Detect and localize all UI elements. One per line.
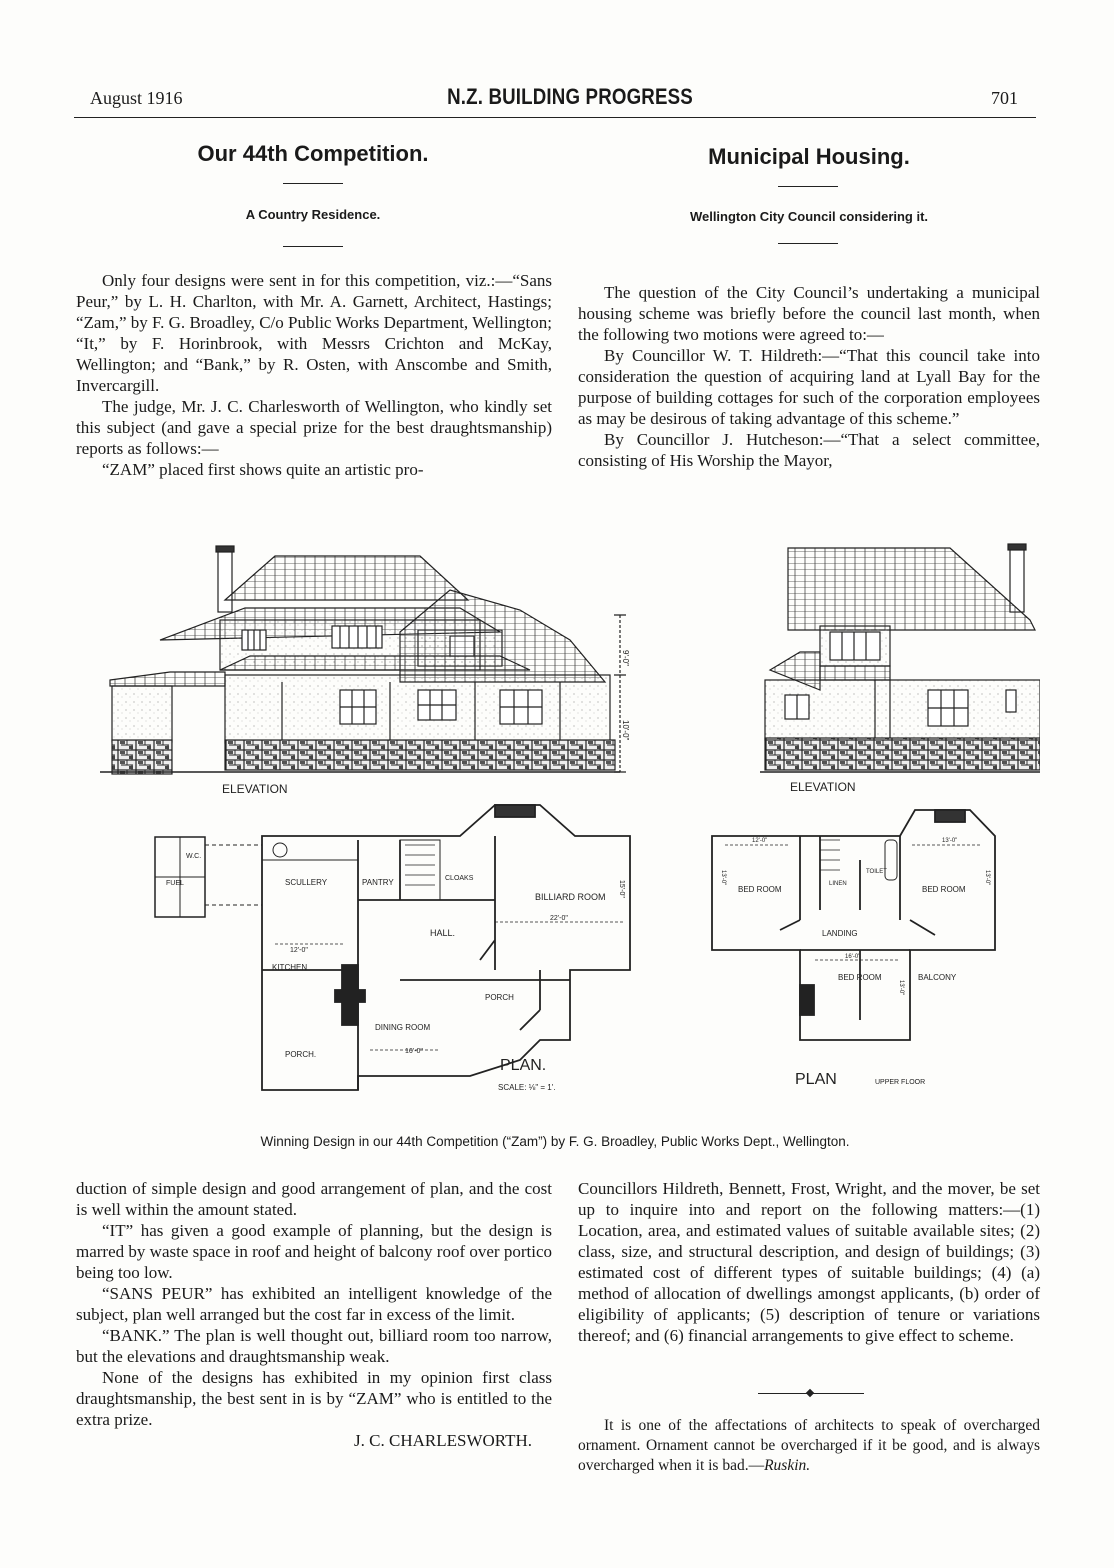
journal-title: N.Z. BUILDING PROGRESS [447, 84, 693, 109]
left-article-title: Our 44th Competition. [197, 141, 429, 166]
kitchen-dim: 12'-0" [290, 947, 308, 954]
bed2-dim: 13'-0" [942, 838, 958, 844]
pantry-label: PANTRY [362, 878, 394, 887]
right-paragraph: By Councillor W. T. Hildreth:—“That this council take into consideration the question of acquiring land at Lyall Bay for the purpose of building cottages for such of the corporation employees as may be desirous of taking advantage of this scheme.” [578, 346, 1040, 428]
kitchen-label: KITCHEN [272, 963, 308, 972]
ruskin-quote [578, 1416, 1040, 1476]
plan-label-left: PLAN. [500, 1057, 547, 1074]
scale-label: SCALE: ⅛" = 1'. [498, 1083, 556, 1092]
plan-label-right: PLAN [795, 1071, 837, 1088]
left-paragraph: None of the designs has exhibited in my opinion first class draughtsmanship, the best sent in is by “ZAM” who is entitled to the extra prize. [76, 1368, 552, 1429]
left-elevation-drawing [100, 546, 630, 774]
elevation-label-left: ELEVATION [222, 782, 288, 796]
bed2-dim-h: 13'-0" [984, 870, 990, 886]
upper-floor-plan [712, 810, 995, 1040]
ground-floor-plan [155, 805, 630, 1090]
right-subtitle-rule [778, 243, 838, 244]
linen-label: LINEN [829, 881, 847, 887]
cloaks-label: CLOAKS [445, 875, 474, 882]
left-paragraph: “SANS PEUR” has exhibited an intelligent knowledge of the subject, plan well arranged but the cost far in excess of the limit. [76, 1284, 552, 1324]
left-title-rule [283, 183, 343, 184]
right-article-body [578, 282, 1040, 471]
left-article-subtitle: A Country Residence. [245, 207, 381, 222]
dim-lower: 10'-0" [621, 720, 630, 741]
hall-label: HALL. [430, 928, 456, 938]
bed3-dim-h: 13'-0" [898, 980, 904, 996]
wc-label: W.C. [186, 853, 202, 860]
right-title-rule [778, 186, 838, 187]
toilet-label: TOILET [866, 869, 887, 875]
billiard-dim: 22'-0" [550, 915, 568, 922]
left-paragraph: “ZAM” placed first shows quite an artistic pro- [102, 460, 424, 479]
dim-upper: 9'-0" [621, 650, 630, 666]
page-number: 701 [991, 88, 1018, 108]
architectural-drawing [100, 540, 1040, 1110]
left-continued-body [76, 1178, 552, 1451]
quote-author: Ruskin. [764, 1457, 811, 1474]
divider-ornament [806, 1389, 814, 1397]
right-paragraph: The question of the City Council’s undertaking a municipal housing scheme was briefly before the council last month, when the following two motions were agreed to:— [578, 283, 1040, 344]
scullery-label: SCULLERY [285, 878, 328, 887]
figure-caption: Winning Design in our 44th Competition (“Zam”) by F. G. Broadley, Public Works Dept., Wellington. [260, 1134, 850, 1149]
left-paragraph: “IT” has given a good example of planning, but the design is marred by waste space in roof and height of balcony roof over portico being too low. [76, 1221, 552, 1282]
billiard-label: BILLIARD ROOM [535, 892, 606, 902]
upper-floor-label: UPPER FLOOR [875, 1079, 926, 1086]
bed3-dim: 16'-0" [845, 954, 861, 960]
left-paragraph: Only four designs were sent in for this competition, viz.:—“Sans Peur,” by L. H. Charlton, with Mr. A. Garnett, Architect, Hastings; “Zam,” by F. G. Broadley, C/o Public Works Department, Wellington; “It,” by F. Horinbrook, with Messrs Crichton and McKay, Wellington; and “Bank,” by R. Osten, with Anscombe and Smith, Invercargill. [76, 271, 552, 395]
elevation-label-right: ELEVATION [790, 780, 856, 794]
bed1-dim-h: 13'-0" [720, 870, 726, 886]
signature: J. C. CHARLESWORTH. [354, 1431, 532, 1450]
porch-label: PORCH. [285, 1050, 317, 1059]
right-elevation-drawing [760, 544, 1040, 772]
right-paragraph: By Councillor J. Hutcheson:—“That a select committee, consisting of His Worship the Mayor, [578, 430, 1040, 470]
bedroom-2-label: BED ROOM [922, 885, 966, 894]
porch-label: PORCH [485, 993, 514, 1002]
left-article-body [76, 270, 552, 480]
landing-label: LANDING [822, 929, 858, 938]
dining-label: DINING ROOM [375, 1023, 431, 1032]
bedroom-3-label: BED ROOM [838, 973, 882, 982]
left-paragraph: duction of simple design and good arrangement of plan, and the cost is well within the amount stated. [76, 1179, 552, 1219]
right-article-subtitle: Wellington City Council considering it. [689, 209, 929, 224]
header-date: August 1916 [90, 88, 183, 108]
balcony-label: BALCONY [918, 973, 957, 982]
billiard-dim-h: 15'-0" [618, 880, 625, 898]
left-paragraph: “BANK.” The plan is well thought out, billiard room too narrow, but the elevations and draughtsmanship weak. [76, 1326, 552, 1366]
right-article-title: Municipal Housing. [708, 144, 910, 169]
fuel-label: FUEL [166, 880, 184, 887]
dining-dim: 16'-0" [405, 1048, 423, 1055]
left-subtitle-rule [283, 246, 343, 247]
bed1-dim: 12'-0" [752, 838, 768, 844]
header-rule [74, 117, 1036, 118]
right-paragraph: Councillors Hildreth, Bennett, Frost, Wright, and the mover, be set up to inquire into and report on the following matters:—(1) Location, area, and estimated values of suitable available sites; (2) class, size, and structural description, and design of buildings; (3) estimated cost of different types of suitable buildings; (4) (a) method of allocation of dwellings amongst applicants, (b) order of eligibility of applicants; (5) description of tenure or variations thereof; and (6) financial arrangements to give effect to scheme. [578, 1179, 1040, 1345]
left-paragraph: The judge, Mr. J. C. Charlesworth of Wellington, who kindly set this subject (and gave a special prize for the best draughtsmanship) reports as follows:— [76, 397, 552, 458]
right-continued-body [578, 1178, 1040, 1346]
quote-text: It is one of the affectations of architects to speak of overcharged ornament. Ornament cannot be overcharged if it be good, and is always overcharged when it is bad.— [578, 1417, 1040, 1474]
bedroom-1-label: BED ROOM [738, 885, 782, 894]
